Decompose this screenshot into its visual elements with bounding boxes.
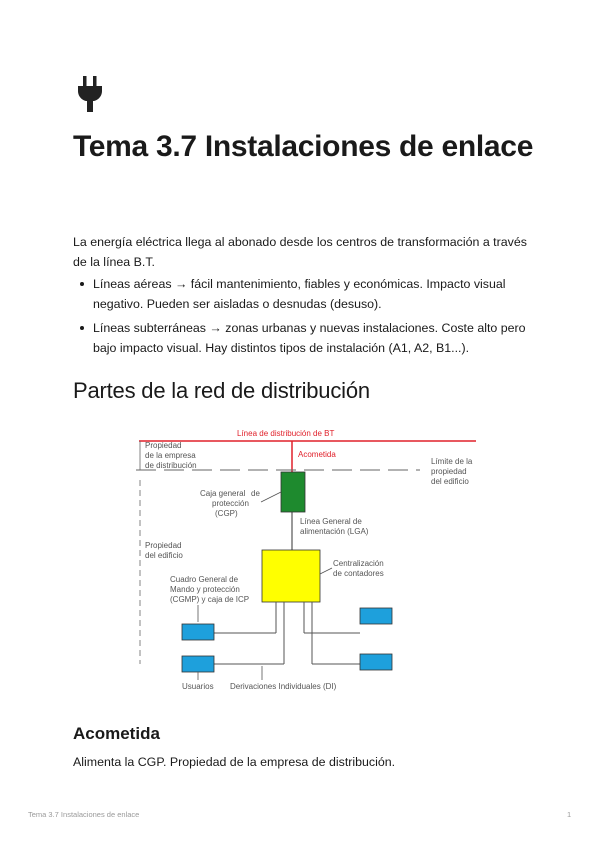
lga-label-1: Línea General de (300, 517, 362, 526)
footer-page-number: 1 (567, 810, 572, 819)
acometida-label: Acometida (298, 450, 336, 459)
cgp-label-2: de (251, 489, 260, 498)
user-box (360, 654, 392, 670)
cgp-label-3: protección (212, 499, 249, 508)
subsection-title: Acometida (73, 724, 160, 743)
lga-label-2: alimentación (LGA) (300, 527, 369, 536)
cgp-pointer (261, 492, 281, 502)
cgmp-label-2: Mando y protección (170, 585, 240, 594)
user-box (182, 624, 214, 640)
user-box (360, 608, 392, 624)
prop-edificio-label-1: Propiedad (145, 541, 182, 550)
footer-doc-title: Tema 3.7 Instalaciones de enlace (28, 810, 140, 819)
centralizacion-box (262, 550, 320, 602)
di-label: Derivaciones Individuales (DI) (230, 682, 337, 691)
page-title: Tema 3.7 Instalaciones de enlace (73, 130, 534, 163)
prop-empresa-label-1: Propiedad (145, 441, 182, 450)
centralizacion-label-2: de contadores (333, 569, 384, 578)
user-box (182, 656, 214, 672)
centralizacion-pointer (320, 568, 332, 574)
list-item: Líneas aéreas → fácil mantenimiento, fiables y económicas. Impacto visual negativo. Pueden ser aisladas o desnudas (desuso). (73, 274, 533, 314)
list-item: Líneas subterráneas → zonas urbanas y nuevas instalaciones. Coste alto pero bajo impacto visual. Hay distintos tipos de instalación (A1, A2, B1...). (73, 318, 533, 358)
cgmp-label-3: (CGMP) y caja de ICP (170, 595, 250, 604)
linea-bt-label: Línea de distribución de BT (237, 429, 335, 438)
section-title: Partes de la red de distribución (73, 378, 370, 403)
limite-label-3: del edificio (431, 477, 469, 486)
prop-empresa-label-3: de distribución (145, 461, 197, 470)
cgp-label-4: (CGP) (215, 509, 238, 518)
limite-label-1: Límite de la (431, 457, 473, 466)
centralizacion-label-1: Centralización (333, 559, 384, 568)
plug-icon (76, 76, 106, 112)
cgmp-label-1: Cuadro General de (170, 575, 239, 584)
prop-empresa-label-2: de la empresa (145, 451, 196, 460)
subsection-text: Alimenta la CGP. Propiedad de la empresa de distribución. (73, 755, 396, 769)
bullet-list (73, 274, 533, 362)
intro-paragraph: La energía eléctrica llega al abonado desde los centros de transformación a través de la línea B.T. (73, 235, 527, 269)
distribution-network-diagram (136, 424, 486, 696)
limite-label-2: propiedad (431, 467, 467, 476)
usuarios-label: Usuarios (182, 682, 214, 691)
cgp-label-1: Caja general (200, 489, 246, 498)
prop-edificio-label-2: del edificio (145, 551, 183, 560)
cgp-box (281, 472, 305, 512)
